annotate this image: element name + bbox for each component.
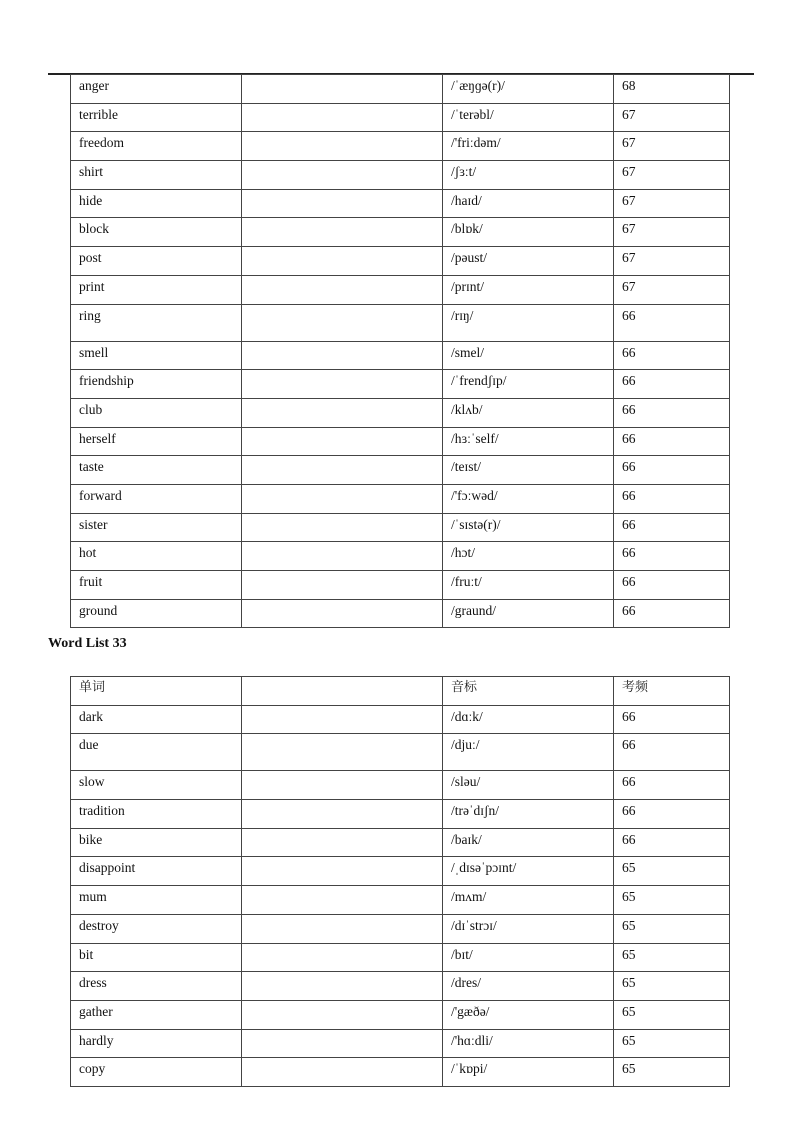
word-cell: hardly	[71, 1029, 242, 1058]
meaning-cell	[242, 456, 443, 485]
meaning-cell	[242, 161, 443, 190]
word-cell: print	[71, 275, 242, 304]
frequency-cell: 66	[614, 734, 730, 771]
word-cell: freedom	[71, 132, 242, 161]
frequency-cell: 66	[614, 304, 730, 341]
table-row	[71, 304, 730, 341]
table-row	[71, 1000, 730, 1029]
frequency-cell: 66	[614, 828, 730, 857]
phonetic-cell: /baɪk/	[443, 828, 614, 857]
frequency-cell: 65	[614, 914, 730, 943]
frequency-cell: 66	[614, 513, 730, 542]
phonetic-cell: /sləu/	[443, 771, 614, 800]
word-cell: taste	[71, 456, 242, 485]
frequency-cell: 66	[614, 398, 730, 427]
table-row	[71, 513, 730, 542]
phonetic-cell: /smel/	[443, 341, 614, 370]
meaning-cell	[242, 1000, 443, 1029]
word-cell: disappoint	[71, 857, 242, 886]
table-row	[71, 857, 730, 886]
meaning-cell	[242, 800, 443, 829]
table-row	[71, 734, 730, 771]
meaning-cell	[242, 972, 443, 1001]
meaning-cell	[242, 427, 443, 456]
table-row	[71, 161, 730, 190]
meaning-cell	[242, 189, 443, 218]
section-title: Word List 33	[48, 636, 127, 651]
phonetic-cell: /haɪd/	[443, 189, 614, 218]
word-cell: smell	[71, 341, 242, 370]
meaning-cell	[242, 75, 443, 104]
phonetic-cell: /ˌdɪsəˈpɔɪnt/	[443, 857, 614, 886]
table-row	[71, 456, 730, 485]
frequency-cell: 67	[614, 189, 730, 218]
meaning-cell	[242, 398, 443, 427]
meaning-cell	[242, 341, 443, 370]
table-row	[71, 427, 730, 456]
phonetic-cell: /klʌb/	[443, 398, 614, 427]
frequency-cell: 66	[614, 456, 730, 485]
frequency-cell: 66	[614, 484, 730, 513]
phonetic-cell: /'gæðə/	[443, 1000, 614, 1029]
word-cell: shirt	[71, 161, 242, 190]
phonetic-cell: /graund/	[443, 599, 614, 628]
meaning-cell	[242, 734, 443, 771]
phonetic-cell: /mʌm/	[443, 886, 614, 915]
frequency-cell: 66	[614, 800, 730, 829]
word-cell: anger	[71, 75, 242, 104]
phonetic-cell: /blɒk/	[443, 218, 614, 247]
meaning-cell	[242, 513, 443, 542]
meaning-cell	[242, 914, 443, 943]
phonetic-cell: /'friːdəm/	[443, 132, 614, 161]
word-cell: mum	[71, 886, 242, 915]
phonetic-cell: /bɪt/	[443, 943, 614, 972]
frequency-cell: 65	[614, 1000, 730, 1029]
table-row	[71, 886, 730, 915]
word-cell: forward	[71, 484, 242, 513]
meaning-cell	[242, 484, 443, 513]
table-row	[71, 800, 730, 829]
table-row	[71, 75, 730, 104]
word-table-continued	[70, 74, 730, 628]
phonetic-cell: /hɜːˈself/	[443, 427, 614, 456]
word-cell: herself	[71, 427, 242, 456]
word-cell: copy	[71, 1058, 242, 1087]
column-header-word: 单词	[71, 677, 242, 706]
meaning-cell	[242, 275, 443, 304]
frequency-cell: 67	[614, 218, 730, 247]
frequency-cell: 66	[614, 427, 730, 456]
word-cell: slow	[71, 771, 242, 800]
frequency-cell: 66	[614, 705, 730, 734]
meaning-cell	[242, 1058, 443, 1087]
meaning-cell	[242, 886, 443, 915]
word-cell: tradition	[71, 800, 242, 829]
frequency-cell: 65	[614, 886, 730, 915]
column-header-frequency: 考频	[614, 677, 730, 706]
table-row	[71, 370, 730, 399]
phonetic-cell: /ˈæŋɡə(r)/	[443, 75, 614, 104]
table-row	[71, 1058, 730, 1087]
meaning-cell	[242, 103, 443, 132]
table-row	[71, 771, 730, 800]
table-row	[71, 341, 730, 370]
meaning-cell	[242, 571, 443, 600]
table-row	[71, 571, 730, 600]
table-row	[71, 103, 730, 132]
table-row	[71, 1029, 730, 1058]
meaning-cell	[242, 132, 443, 161]
table-row	[71, 275, 730, 304]
frequency-cell: 65	[614, 857, 730, 886]
frequency-cell: 65	[614, 943, 730, 972]
phonetic-cell: /'hɑːdli/	[443, 1029, 614, 1058]
table-row	[71, 705, 730, 734]
phonetic-cell: /ˈsɪstə(r)/	[443, 513, 614, 542]
word-cell: dark	[71, 705, 242, 734]
word-table	[70, 676, 730, 1087]
frequency-cell: 67	[614, 275, 730, 304]
frequency-cell: 67	[614, 103, 730, 132]
frequency-cell: 66	[614, 370, 730, 399]
table-row	[71, 132, 730, 161]
word-cell: hot	[71, 542, 242, 571]
table-row	[71, 599, 730, 628]
table-header-row	[71, 677, 730, 706]
meaning-cell	[242, 247, 443, 276]
frequency-cell: 65	[614, 972, 730, 1001]
column-header-phonetic: 音标	[443, 677, 614, 706]
table-row	[71, 914, 730, 943]
word-cell: ring	[71, 304, 242, 341]
frequency-cell: 65	[614, 1029, 730, 1058]
phonetic-cell: /trəˈdɪʃn/	[443, 800, 614, 829]
table-row	[71, 398, 730, 427]
word-cell: gather	[71, 1000, 242, 1029]
table-row	[71, 542, 730, 571]
frequency-cell: 66	[614, 341, 730, 370]
frequency-cell: 68	[614, 75, 730, 104]
word-cell: hide	[71, 189, 242, 218]
word-cell: post	[71, 247, 242, 276]
meaning-cell	[242, 857, 443, 886]
phonetic-cell: /hɔt/	[443, 542, 614, 571]
meaning-cell	[242, 370, 443, 399]
meaning-cell	[242, 705, 443, 734]
word-cell: dress	[71, 972, 242, 1001]
phonetic-cell: /dɪˈstrɔɪ/	[443, 914, 614, 943]
frequency-cell: 66	[614, 771, 730, 800]
word-cell: terrible	[71, 103, 242, 132]
frequency-cell: 66	[614, 599, 730, 628]
word-cell: bit	[71, 943, 242, 972]
frequency-cell: 66	[614, 571, 730, 600]
word-cell: fruit	[71, 571, 242, 600]
phonetic-cell: /fruːt/	[443, 571, 614, 600]
phonetic-cell: /pəust/	[443, 247, 614, 276]
phonetic-cell: /ˈfrendʃɪp/	[443, 370, 614, 399]
phonetic-cell: /dɑːk/	[443, 705, 614, 734]
column-header-meaning	[242, 677, 443, 706]
phonetic-cell: /prɪnt/	[443, 275, 614, 304]
meaning-cell	[242, 599, 443, 628]
word-cell: bike	[71, 828, 242, 857]
meaning-cell	[242, 828, 443, 857]
frequency-cell: 66	[614, 542, 730, 571]
phonetic-cell: /'fɔːwəd/	[443, 484, 614, 513]
table-row	[71, 484, 730, 513]
phonetic-cell: /djuː/	[443, 734, 614, 771]
word-cell: sister	[71, 513, 242, 542]
meaning-cell	[242, 1029, 443, 1058]
frequency-cell: 67	[614, 132, 730, 161]
word-cell: club	[71, 398, 242, 427]
word-cell: due	[71, 734, 242, 771]
phonetic-cell: /ʃɜːt/	[443, 161, 614, 190]
word-cell: block	[71, 218, 242, 247]
table-row	[71, 189, 730, 218]
table-row	[71, 247, 730, 276]
table-row	[71, 828, 730, 857]
frequency-cell: 67	[614, 161, 730, 190]
frequency-cell: 65	[614, 1058, 730, 1087]
table-row	[71, 972, 730, 1001]
phonetic-cell: /dres/	[443, 972, 614, 1001]
meaning-cell	[242, 542, 443, 571]
phonetic-cell: /rɪŋ/	[443, 304, 614, 341]
word-cell: friendship	[71, 370, 242, 399]
phonetic-cell: /ˈkɒpi/	[443, 1058, 614, 1087]
table-row	[71, 218, 730, 247]
word-cell: ground	[71, 599, 242, 628]
meaning-cell	[242, 943, 443, 972]
phonetic-cell: /ˈterəbl/	[443, 103, 614, 132]
meaning-cell	[242, 771, 443, 800]
meaning-cell	[242, 218, 443, 247]
meaning-cell	[242, 304, 443, 341]
phonetic-cell: /teɪst/	[443, 456, 614, 485]
frequency-cell: 67	[614, 247, 730, 276]
word-cell: destroy	[71, 914, 242, 943]
table-row	[71, 943, 730, 972]
